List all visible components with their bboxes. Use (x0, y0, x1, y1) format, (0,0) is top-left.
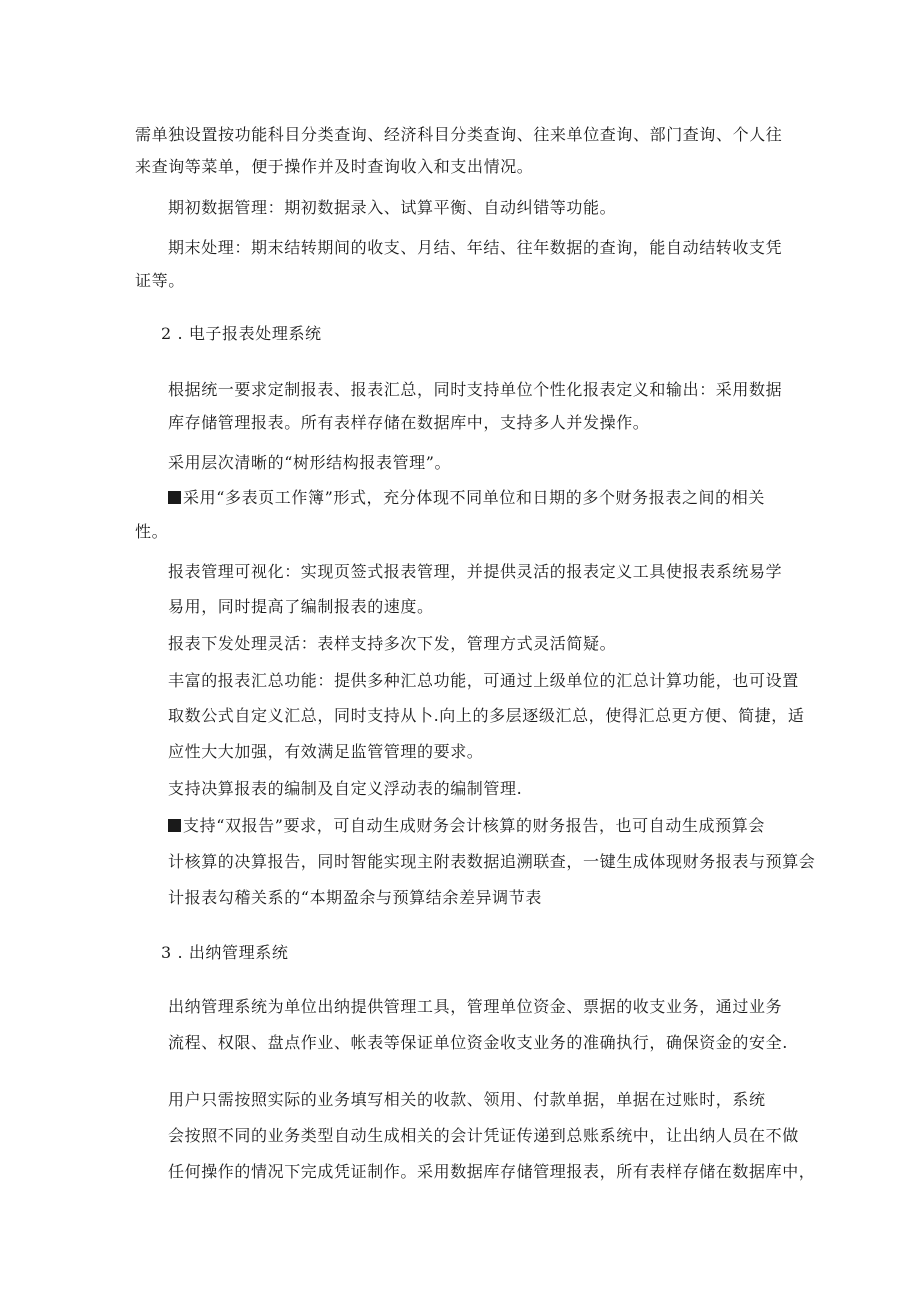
paragraph-visualization-line1: 报表管理可视化：实现页签式报表管理，并提供灵活的报表定义工具使报表系统易学 (168, 562, 783, 581)
paragraph-cashier-intro-line1: 出纳管理系统为单位出纳提供管理工具，管理单位资金、票据的收支业务，通过业务 (168, 997, 783, 1016)
paragraph-final-accounts: 支持决算报表的编制及自定义浮动表的编制管理. (168, 779, 523, 798)
paragraph-cashier-intro-line2: 流程、权限、盘点作业、帐表等保证单位资金收支业务的准确执行，确保资金的安全. (168, 1033, 788, 1052)
paragraph-query-menus-line2: 来查询等菜单，便于操作并及时查询收入和支出情况。 (135, 157, 534, 176)
paragraph-workbook-text: 采用“多表页工作簿”形式，充分体现不同单位和日期的多个财务报表之间的相关 (183, 488, 765, 507)
paragraph-dual-report-text: 支持“双报告”要求，可自动生成财务会计核算的财务报告，也可自动生成预算会 (183, 816, 765, 835)
paragraph-workbook-line2: 性。 (135, 522, 169, 541)
paragraph-dual-report-line2: 计核算的决算报告，同时智能实现主附表数据追溯联查，一键生成体现财务报表与预算会 (168, 852, 816, 871)
paragraph-visualization-line2: 易用，同时提高了编制报表的速度。 (168, 597, 434, 616)
paragraph-period-end-line2: 证等。 (135, 271, 185, 290)
paragraph-summary-line3: 应性大大加强，有效满足监管管理的要求。 (168, 742, 484, 761)
paragraph-cashier-workflow-line3: 任何操作的情况下完成凭证制作。采用数据库存储管理报表，所有表样存储在数据库中， (168, 1162, 816, 1181)
square-bullet-icon (168, 491, 181, 504)
paragraph-summary-line1: 丰富的报表汇总功能：提供多种汇总功能，可通过上级单位的汇总计算功能，也可设置 (168, 671, 799, 690)
paragraph-workbook-line1 (168, 488, 765, 508)
paragraph-custom-reports-line2: 库存储管理报表。所有表样存储在数据库中，支持多人并发操作。 (168, 413, 650, 432)
paragraph-dual-report-line3: 计报表勾稽关系的“本期盈余与预算结余差异调节表 (168, 888, 542, 907)
paragraph-query-menus-line1: 需单独设置按功能科目分类查询、经济科目分类查询、往来单位查询、部门查询、个人往 (135, 125, 783, 144)
paragraph-period-end-line1: 期末处理：期末结转期间的收支、月结、年结、往年数据的查询，能自动结转收支凭 (168, 238, 783, 257)
section-heading-reports: 2 . 电子报表处理系统 (161, 324, 322, 343)
paragraph-summary-line2: 取数公式自定义汇总，同时支持从卜.向上的多层逐级汇总，使得汇总更方便、简捷，适 (168, 706, 805, 725)
paragraph-distribution: 报表下发处理灵活：表样支持多次下发，管理方式灵活简疑。 (168, 634, 617, 653)
paragraph-opening-data: 期初数据管理：期初数据录入、试算平衡、自动纠错等功能。 (168, 198, 617, 217)
section-heading-cashier: 3 . 出纳管理系统 (161, 943, 289, 962)
paragraph-dual-report-line1 (168, 816, 765, 836)
square-bullet-icon (168, 819, 181, 832)
paragraph-cashier-workflow-line2: 会按照不同的业务类型自动生成相关的会计凭证传递到总账系统中，让出纳人员在不做 (168, 1126, 799, 1145)
paragraph-cashier-workflow-line1: 用户只需按照实际的业务填写相关的收款、领用、付款单据，单据在过账时，系统 (168, 1090, 766, 1109)
paragraph-tree-structure: 采用层次清晰的“树形结构报表管理”。 (168, 453, 452, 472)
paragraph-custom-reports-line1: 根据统一要求定制报表、报表汇总，同时支持单位个性化报表定义和输出：采用数据 (168, 380, 783, 399)
